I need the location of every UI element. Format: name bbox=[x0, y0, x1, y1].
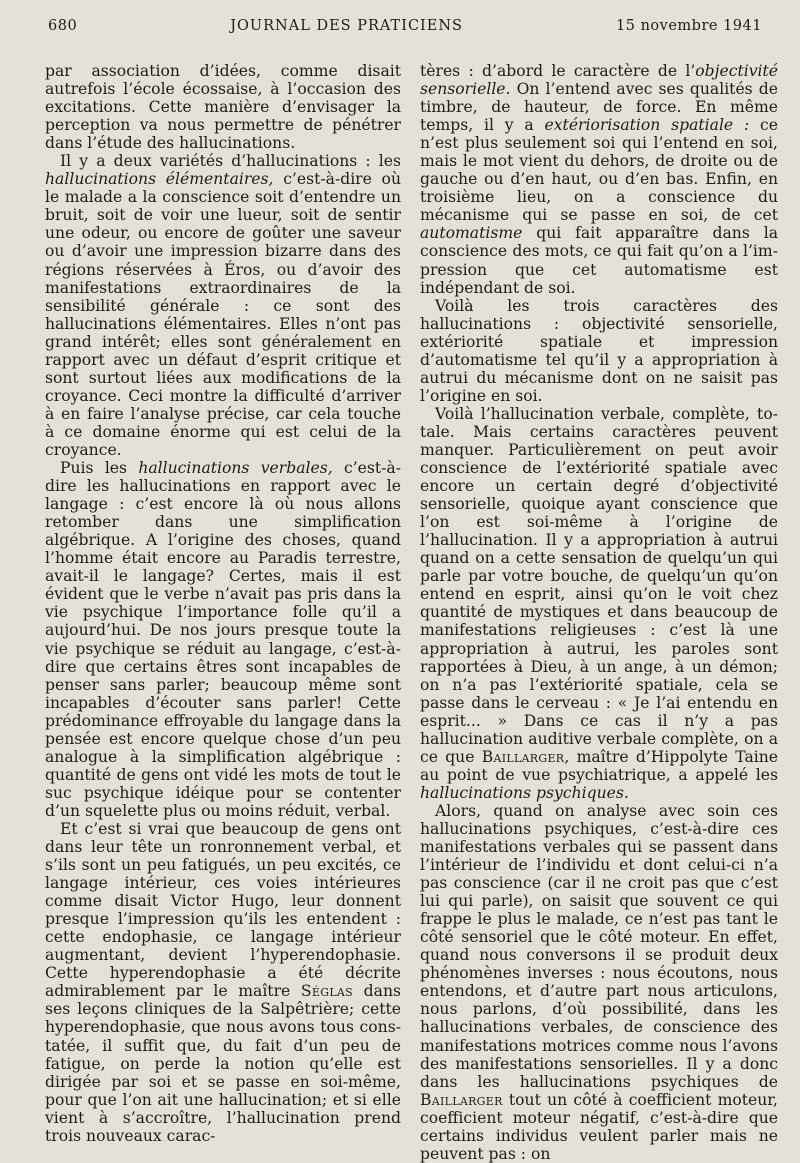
text-run: Alors, quand on analyse avec soin ces hallucinations psychiques, c’est-à-dire ces manifestations verbales qui se passent dans l’intérieur de l’individu et dont celui-ci n’a pas conscience (car il ne croit pas que c’est lui qui parle), on saisit que souvent ce qui frappe le plus le malade, ce n’est pas tant le côté sensoriel que le côté moteur. En effet, quand nous conversons il se produit deux phénomènes inverses : nous écoutons, nous entendons, et d’autre part nous articulons, nous parlons, d’où possibilité, dans les hallucinations verbales, de conscience des manifestations motrices comme nous l’avons des manifestations sensorielles. Il y a donc dans les hallucinations psychiques de bbox=[420, 801, 778, 1091]
page-header bbox=[48, 18, 762, 42]
italic-term: automatisme bbox=[420, 224, 523, 243]
text-run: dans ses leçons cliniques de la Salpêtrière; cette hyperendophasie, que nous avons tous constatée, il suffit que, du fait d’un peu de fatigue, on perde la notion qu’elle est dirigée par soi et se passe en soi-même, pour que l’on ait une hallucination; et si elle vient à s’accroître, l’hallucination prend trois nouveaux carac- bbox=[45, 982, 401, 1145]
italic-term: extériorisation spatiale : bbox=[544, 116, 750, 135]
text-run: , maître d’Hippolyte Taine au point de vue psychiatrique, a appelé les bbox=[420, 747, 778, 784]
paragraph bbox=[420, 405, 778, 802]
paragraph bbox=[420, 297, 778, 405]
issue-date: 15 novembre 1941 bbox=[616, 18, 762, 34]
italic-term: objectivité sensorielle. bbox=[420, 62, 778, 99]
text-run: Voilà l’hallucination verbale, complète, totale. Mais certains caractères peuvent manquer. Particulièrement on peut avoir conscience de l’extériorité spatiale avec encore un certain degré d’objectivité sensorielle, quoique ayant conscience que l’on est soi-même à l’origine de l’hallucination. Il y a appropriation à autrui quand on a cette sensation de quelqu’un qui parle par votre bouche, de quelqu’un qu’on entend en esprit, ainsi qu’on le voit chez quantité de mystiques et dans beaucoup de manifestations religieuses : c’est là une appropriation à autrui, les paroles sont rapportées à Dieu, à un ange, à un démon; on n’a pas l’extériorité spatiale, cela se passe dans le cerveau : « Je l’ai entendu en esprit... » Dans ce cas il n’y a pas hallucination auditive verbale complète, on a ce que bbox=[420, 404, 778, 766]
paragraph bbox=[45, 62, 401, 152]
paragraph bbox=[45, 152, 401, 459]
text-run: Et c’est si vrai que beaucoup de gens ont dans leur tête un ronronnement verbal, et s’ils sont un peu fatigués, un peu excités, ce langage intérieur, ces voies intérieures comme disait Victor Hugo, leur donnent presque l’impression qu’ils les entendent : cette endophasie, ce langage intérieur augmentant, devient l’hyperendophasie. Cette hyperendophasie a été décrite admirablement par le maître bbox=[45, 819, 401, 1001]
text-run: qui fait apparaître dans la conscience des mots, ce qui fait qu’on a l’impression que cet automatisme est indépendant de soi. bbox=[420, 224, 778, 297]
author-name: Séglas bbox=[300, 982, 354, 1001]
text-run: tout un côté à coefficient moteur, coefficient moteur négatif, c’est-à-dire que certains individus veulent parler mais ne peuvent pas : on bbox=[420, 1090, 778, 1163]
italic-term: hallucinations psychiques. bbox=[420, 783, 629, 802]
italic-term: hallucinations élémentaires, bbox=[45, 170, 274, 189]
paragraph bbox=[420, 62, 778, 297]
author-name: Baillarger bbox=[420, 1090, 503, 1109]
left-column bbox=[45, 62, 401, 1145]
italic-term: hallucinations verbales, bbox=[138, 459, 333, 478]
author-name: Baillarger bbox=[481, 747, 565, 766]
paragraph bbox=[420, 802, 778, 1163]
page-number: 680 bbox=[48, 18, 78, 34]
text-run: On l’entend avec ses qualités de timbre, de hauteur, de force. En même temps, il y a bbox=[420, 80, 778, 135]
paragraph bbox=[45, 820, 401, 1145]
journal-title: JOURNAL DES PRATICIENS bbox=[230, 18, 463, 34]
paragraph bbox=[45, 459, 401, 820]
text-run: c’est-à-dire où le malade a la conscience soit d’entendre un bruit, soit de voir une lueur, soit de sentir une odeur, ou encore de goûter une saveur ou d’avoir une impression bizarre dans des régions réservées à Éros, ou d’avoir des manifestations extraordinaires de la sensibilité générale : ce sont des hallucinations élémentaires. Elles n’ont pas grand intérêt; elles sont généralement en rapport avec un défaut d’esprit critique et sont surtout liées aux modifications de la croyance. Ceci montre la difficulté d’arriver à en faire l’analyse précise, car cela touche à ce domaine énorme qui est celui de la croyance. bbox=[45, 170, 401, 459]
text-run: Il y a deux variétés d’hallucinations : les bbox=[60, 152, 401, 171]
text-run: par association d’idées, comme disait autrefois l’école écossaise, à l’occasion des excitations. Cette manière d’envisager la perception va nous permettre de pénétrer dans l’étude des hallucinations. bbox=[45, 62, 401, 153]
right-column bbox=[420, 62, 778, 1163]
text-run: ce n’est plus seulement soi qui l’entend en soi, mais le mot vient du dehors, de droite ou de gauche ou d’en haut, ou d’en bas. Enfin, en troisième lieu, on a conscience du mécanisme qui se passe en soi, de cet bbox=[420, 116, 778, 225]
text-run: Voilà les trois caractères des hallucinations : objectivité sensorielle, extériorité spatiale et impression d’automatisme tel qu’il y a appropriation à autrui du mécanisme dont on ne saisit pas l’origine en soi. bbox=[420, 296, 778, 405]
text-run: c’est-à-dire les hallucinations en rapport avec le langage : c’est encore là où nous allons retomber dans une simplification algébrique. A l’origine des choses, quand l’homme était encore au Paradis terrestre, avait-il le langage? Certes, mais il est évident que le verbe n’avait pas pris dans la vie psychique l’importance folle qu’il a aujourd’hui. De nos jours presque toute la vie psychique se réduit au langage, c’est-à-dire que certains êtres sont incapables de penser sans parler; beaucoup même sont incapables d’écouter sans parler! Cette prédominance effroyable du langage dans la pensée est encore quelque chose d’un peu analogue à la simplification algébrique : quantité de gens ont vidé les mots de tout le suc psychique idéique pour se contenter d’un squelette plus ou moins réduit, verbal. bbox=[45, 459, 401, 820]
text-run: Puis les bbox=[60, 459, 139, 478]
text-run: tères : d’abord le caractère de l’ bbox=[420, 62, 696, 80]
